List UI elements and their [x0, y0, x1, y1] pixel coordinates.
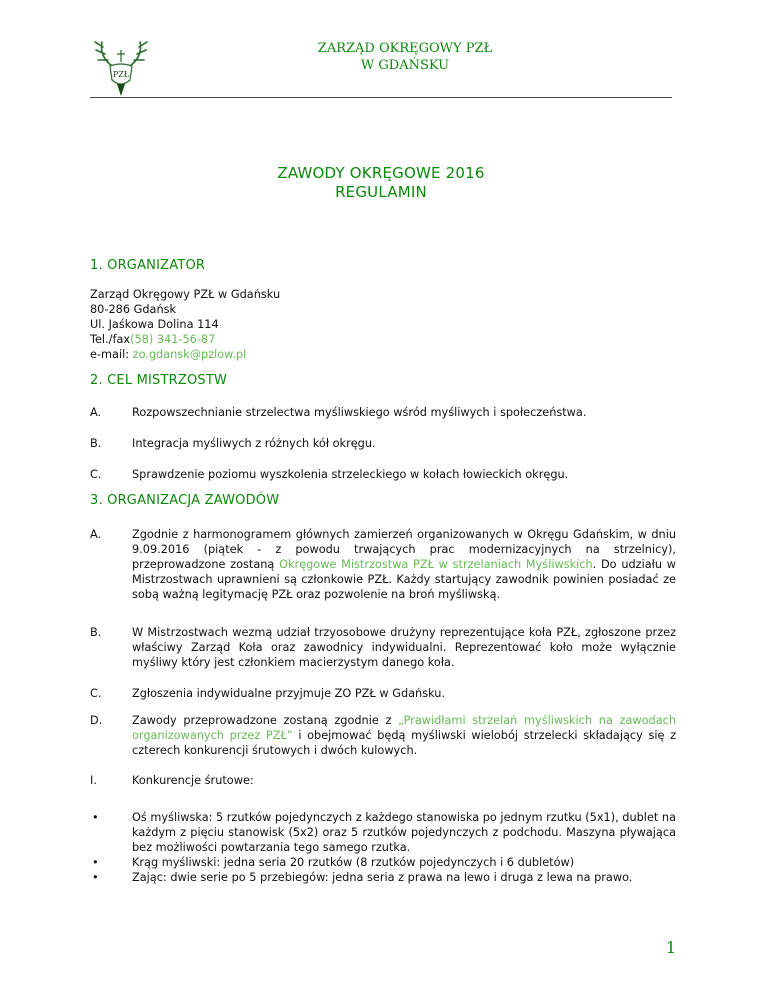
item-text: [132, 527, 676, 602]
document-title: [90, 164, 672, 202]
address-line: Zarząd Okręgowy PZŁ w Gdańsku: [90, 288, 281, 301]
item-text: Sprawdzenie poziomu wyszkolenia strzeleckiego w kołach łowieckich okręgu.: [132, 468, 569, 481]
section-heading-goal: 2. CEL MISTRZOSTW: [90, 373, 228, 388]
organization-item-c: [90, 686, 676, 701]
item-text: W Mistrzostwach wezmą udział trzyosobowe drużyny reprezentujące koła PZŁ, zgłoszone przez właściwy Zarząd Koła oraz zawodnicy indywidualni. Reprezentować koło może wyłącznie myśliwy który jest członkiem macierzystym danego koła.: [132, 626, 676, 669]
email-line: [90, 347, 280, 362]
organization-item-d: [90, 713, 676, 758]
list-item-text: Oś myśliwska: 5 rzutków pojedynczych z każdego stanowiska po jednym rzutku (5x1), dublet na każdym z pięciu stanowisk (5x2) oraz 5 rzutków pojedynczych z podchodu. Maszyna pływająca bez możliwości powtarzania tego samego rzutka.: [132, 811, 676, 854]
email-link[interactable]: zo.gdansk@pzlow.pl: [132, 348, 247, 361]
item-text-part: . Do udziału w Mistrzostwach uprawnieni są członkowie PZŁ. Każdy startujący zawodnik powinien posiadać ze sobą ważną legitymację PZŁ oraz pozwolenie na broń myśliwską.: [132, 558, 676, 601]
shot-competitions-list: [90, 810, 676, 885]
item-letter: C.: [90, 687, 102, 700]
org-line-1: ZARZĄD OKRĘGOWY PZŁ: [317, 41, 493, 56]
title-line-2: REGULAMIN: [335, 183, 427, 201]
list-item: [90, 810, 676, 855]
bullet-icon: •: [92, 856, 99, 869]
goal-item-c: [90, 467, 676, 482]
rules-link[interactable]: „Prawidłami strzelań myśliwskich na zawodach organizowanych przez PZŁ”: [132, 714, 676, 742]
list-item-text: Zając: dwie serie po 5 przebiegów: jedna seria z prawa na lewo i druga z lewa na prawo.: [132, 871, 633, 884]
title-line-1: ZAWODY OKRĘGOWE 2016: [277, 164, 485, 182]
item-letter: A.: [90, 406, 102, 419]
page-number: 1: [665, 938, 676, 957]
item-text: Zgłoszenia indywidualne przyjmuje ZO PZŁ w Gdańsku.: [132, 687, 446, 700]
pzl-logo-icon: [90, 36, 152, 98]
section-heading-organizer: 1. ORGANIZATOR: [90, 258, 206, 273]
list-item: [90, 855, 676, 870]
item-text: Integracja myśliwych z różnych kół okręgu.: [132, 437, 376, 450]
logo-text: PZŁ: [112, 70, 130, 79]
item-letter: I.: [90, 774, 97, 787]
item-text-part: i obejmować będą myśliwski wielobój strzelecki składający się z czterech konkurencji śrutowych i dwóch kulowych.: [132, 729, 676, 757]
list-item: [90, 870, 676, 885]
organization-item-i: [90, 773, 676, 788]
organization-item-a: [90, 527, 676, 602]
item-text: Rozpowszechnianie strzelectwa myśliwskiego wśród myśliwych i społeczeństwa.: [132, 406, 587, 419]
item-text-part: Zawody przeprowadzone zostaną zgodnie z: [132, 714, 399, 727]
item-letter: D.: [90, 714, 103, 727]
goal-item-b: [90, 436, 676, 451]
address-line: 80-286 Gdańsk: [90, 303, 177, 316]
item-text: Konkurencje śrutowe:: [132, 774, 254, 787]
bullet-icon: •: [92, 811, 99, 824]
item-text: [132, 713, 676, 758]
org-line-2: W GDAŃSKU: [360, 58, 450, 73]
organizer-address: [90, 287, 280, 362]
championship-link[interactable]: Okręgowe Mistrzostwa PZŁ w strzelaniach Myśliwskich: [279, 558, 593, 571]
item-letter: C.: [90, 468, 102, 481]
item-letter: A.: [90, 528, 102, 541]
goal-item-a: [90, 405, 676, 420]
organization-title: [240, 40, 570, 74]
bullet-icon: •: [92, 871, 99, 884]
item-text-part: Zgodnie z harmonogramem głównych zamierzeń organizowanych w Okręgu Gdańskim, w dniu 9.09.2016 (piątek - z powodu trwających prac modernizacyjnych na strzelnicy), przeprowadzone zostaną: [132, 528, 676, 571]
section-heading-organization: 3. ORGANIZACJA ZAWODÓW: [90, 493, 280, 508]
item-letter: B.: [90, 626, 102, 639]
header-divider: [90, 97, 672, 98]
phone-line: [90, 332, 280, 347]
email-label: e-mail:: [90, 348, 133, 361]
item-letter: B.: [90, 437, 102, 450]
phone-number[interactable]: (58) 341-56-87: [130, 333, 216, 346]
phone-label: Tel./fax: [90, 333, 131, 346]
organization-item-b: [90, 625, 676, 670]
list-item-text: Krąg myśliwski: jedna seria 20 rzutków (8 rzutków pojedynczych i 6 dubletów): [132, 856, 575, 869]
address-line: Ul. Jaśkowa Dolina 114: [90, 318, 219, 331]
